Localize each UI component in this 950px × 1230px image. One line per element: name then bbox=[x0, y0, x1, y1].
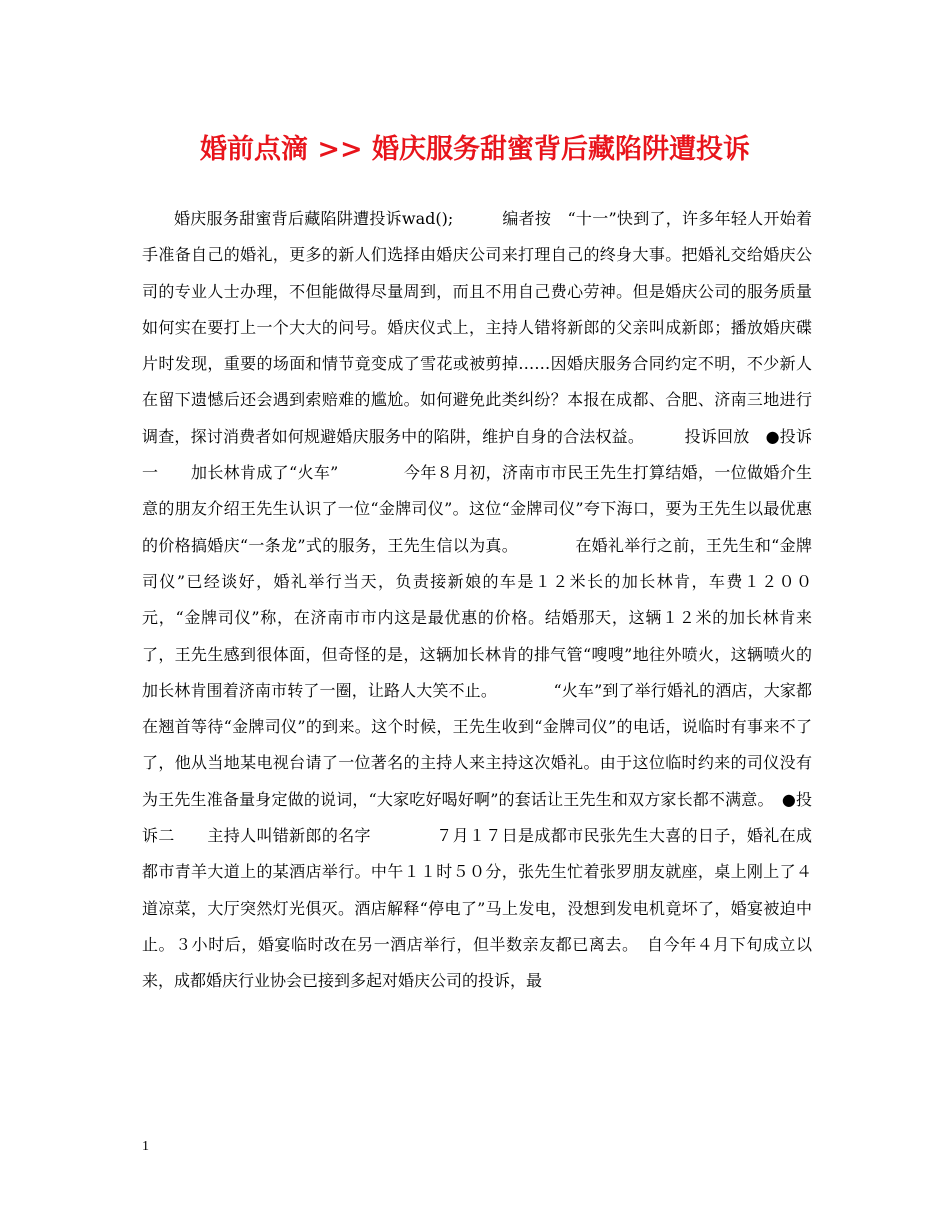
page-number: 1 bbox=[142, 1139, 149, 1154]
document-body-paragraph: 婚庆服务甜蜜背后藏陷阱遭投诉wad(); 编者按 “十一”快到了，许多年轻人开始着手准备自己的婚礼，更多的新人们选择由婚庆公司来打理自己的终身大事。把婚礼交给婚庆公司的专业人士办理，不但能做得尽量周到，而且不用自己费心劳神。但是婚庆公司的服务质量如何实在要打上一个大大的问号。婚庆仪式上，主持人错将新郎的父亲叫成新郎；播放婚庆碟片时发现，重要的场面和情节竟变成了雪花或被剪掉……因婚庆服务合同约定不明，不少新人在留下遗憾后还会遇到索赔难的尴尬。如何避免此类纠纷？本报在成都、合肥、济南三地进行调查，探讨消费者如何规避婚庆服务中的陷阱，维护自身的合法权益。 投诉回放 ●投诉一 加长林肯成了“火车” 今年８月初，济南市市民王先生打算结婚，一位做婚介生意的朋友介绍王先生认识了一位“金牌司仪”。这位“金牌司仪”夸下海口，要为王先生以最优惠的价格搞婚庆“一条龙”式的服务，王先生信以为真。 在婚礼举行之前，王先生和“金牌司仪”已经谈好，婚礼举行当天，负责接新娘的车是１２米长的加长林肯，车费１２００元，“金牌司仪”称，在济南市市内这是最优惠的价格。结婚那天，这辆１２米的加长林肯来了，王先生感到很体面，但奇怪的是，这辆加长林肯的排气管“嗖嗖”地往外喷火，这辆喷火的加长林肯围着济南市转了一圈，让路人大笑不止。 “火车”到了举行婚礼的酒店，大家都在翘首等待“金牌司仪”的到来。这个时候，王先生收到“金牌司仪”的电话，说临时有事来不了了，他从当地某电视台请了一位著名的主持人来主持这次婚礼。由于这位临时约来的司仪没有为王先生准备量身定做的说词，“大家吃好喝好啊”的套话让王先生和双方家长都不满意。 ●投诉二 主持人叫错新郎的名字 ７月１７日是成都市民张先生大喜的日子，婚礼在成都市青羊大道上的某酒店举行。中午１１时５０分，张先生忙着张罗朋友就座，桌上刚上了４道凉菜，大厅突然灯光俱灭。酒店解释“停电了”马上发电，没想到发电机竟坏了，婚宴被迫中止。３小时后，婚宴临时改在另一酒店举行，但半数亲友都已离去。 自今年４月下旬成立以来，成都婚庆行业协会已接到多起对婚庆公司的投诉，最 bbox=[142, 209, 812, 991]
document-title: 婚前点滴 >> 婚庆服务甜蜜背后藏陷阱遭投诉 bbox=[199, 134, 751, 165]
